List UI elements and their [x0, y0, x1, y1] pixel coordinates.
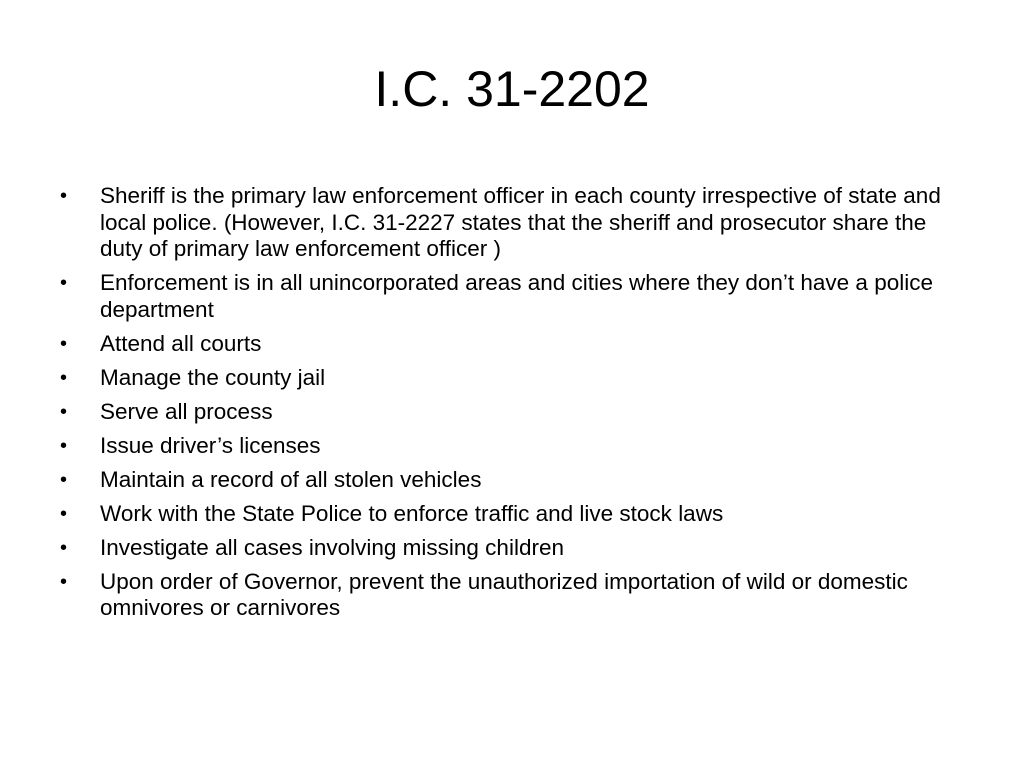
bullet-item — [60, 331, 960, 358]
bullet-text: Work with the State Police to enforce traffic and live stock laws — [100, 500, 724, 526]
bullet-dot-icon: • — [60, 400, 68, 423]
bullet-item — [60, 270, 960, 323]
bullet-item — [60, 433, 960, 460]
bullet-text: Maintain a record of all stolen vehicles — [100, 466, 482, 492]
bullet-item — [60, 569, 960, 622]
bullet-text: Attend all courts — [100, 330, 262, 356]
bullet-dot-icon: • — [60, 570, 68, 593]
bullet-text: Enforcement is in all unincorporated areas and cities where they don’t have a police department — [100, 270, 933, 322]
bullet-item — [60, 467, 960, 494]
bullet-list — [60, 183, 960, 629]
bullet-text: Upon order of Governor, prevent the unauthorized importation of wild or domestic omnivores or carnivores — [100, 568, 908, 620]
bullet-item — [60, 501, 960, 528]
bullet-text: Issue driver’s licenses — [100, 432, 321, 458]
bullet-item — [60, 399, 960, 426]
bullet-dot-icon: • — [60, 502, 68, 525]
bullet-item — [60, 183, 960, 263]
bullet-text: Sheriff is the primary law enforcement officer in each county irrespective of state and local police. (However, I.C. 31-2227 states that the sheriff and prosecutor share the duty of primary law enforcement officer ) — [100, 183, 941, 261]
bullet-text: Manage the county jail — [100, 364, 326, 390]
bullet-text: Serve all process — [100, 398, 273, 424]
bullet-dot-icon: • — [60, 332, 68, 355]
bullet-item — [60, 535, 960, 562]
bullet-text: Investigate all cases involving missing children — [100, 534, 564, 560]
bullet-dot-icon: • — [60, 468, 68, 491]
bullet-dot-icon: • — [60, 434, 68, 457]
slide-title: I.C. 31-2202 — [374, 61, 650, 117]
bullet-dot-icon: • — [60, 366, 68, 389]
bullet-dot-icon: • — [60, 185, 68, 207]
bullet-dot-icon: • — [60, 536, 68, 559]
bullet-dot-icon: • — [60, 272, 68, 294]
bullet-item — [60, 365, 960, 392]
